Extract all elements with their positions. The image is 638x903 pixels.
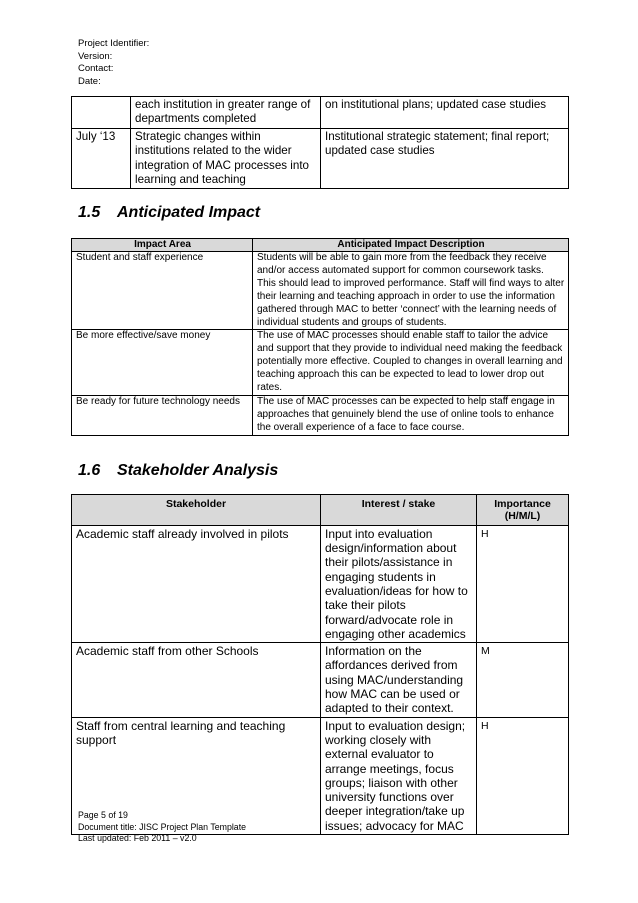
impact-description-header: Anticipated Impact Description (253, 239, 569, 252)
table-row (72, 252, 569, 330)
table-row (72, 330, 569, 396)
table-row (72, 525, 569, 642)
section-title: Anticipated Impact (117, 204, 261, 221)
table-row (72, 643, 569, 717)
stakeholder-header: Stakeholder (72, 495, 321, 526)
impact-description-cell: Students will be able to gain more from the feedback they receive and/or access automated support for common coursework tasks. This should lead to improved performance. Staff will find ways to alter their learning and teaching approach in order to use the information gathered through MAC to better ‘connect’ with the learning needs of individual students and groups of students. (253, 252, 569, 330)
timeline-activity-cell: each institution in greater range of departments completed (131, 97, 321, 129)
table-row (72, 128, 569, 189)
contact-label: Contact: (78, 63, 114, 75)
page-header (78, 38, 149, 88)
interest-cell: Input into evaluation design/information about their pilots/assistance in engaging students in evaluation/ideas for how to take their pilots forward/advocate role in engaging other academics (321, 525, 477, 642)
importance-cell: H (477, 525, 569, 642)
stakeholder-table (71, 494, 569, 835)
table-row (72, 395, 569, 435)
section-title: Stakeholder Analysis (117, 462, 279, 479)
date-label: Date: (78, 75, 101, 87)
table-row (72, 97, 569, 129)
interest-header: Interest / stake (321, 495, 477, 526)
timeline-date-cell: July ‘13 (72, 128, 131, 189)
timeline-date-cell (72, 97, 131, 129)
importance-cell: H (477, 717, 569, 834)
section-heading-impact (78, 204, 260, 222)
document-title: Document title: JISC Project Plan Template (78, 821, 247, 832)
timeline-table (71, 96, 569, 189)
impact-area-cell: Be ready for future technology needs (72, 395, 253, 435)
timeline-activity-cell: Strategic changes within institutions related to the wider integration of MAC processes into learning and teaching (131, 128, 321, 189)
impact-description-cell: The use of MAC processes should enable staff to tailor the advice and support that they provide to individual need making the feedback potentially more effective. Coupled to changes in overall learning and teaching approach this can be expected to lead to lower drop out rates. (253, 330, 569, 396)
table-header-row (72, 495, 569, 526)
stakeholder-cell: Staff from central learning and teaching support (72, 717, 321, 834)
section-heading-stakeholder (78, 462, 278, 480)
stakeholder-cell: Academic staff already involved in pilots (72, 525, 321, 642)
page-number: Page 5 of 19 (78, 810, 128, 820)
importance-cell: M (477, 643, 569, 717)
impact-table (71, 238, 569, 436)
timeline-outputs-cell: Institutional strategic statement; final report; updated case studies (321, 128, 569, 189)
impact-area-cell: Student and staff experience (72, 252, 253, 330)
project-identifier-label: Project Identifier: (78, 38, 150, 49)
impact-area-header: Impact Area (72, 239, 253, 252)
table-header-row (72, 239, 569, 252)
interest-cell: Information on the affordances derived from using MAC/understanding how MAC can be used or adapted to their context. (321, 643, 477, 717)
version-label: Version: (78, 50, 113, 62)
interest-cell: Input to evaluation design; working closely with external evaluator to arrange meetings, focus groups; liaison with other university functions over deeper integration/take up issues; advocacy for MAC (321, 717, 477, 834)
timeline-outputs-cell: on institutional plans; updated case studies (321, 97, 569, 129)
section-number: 1.6 (78, 462, 101, 479)
impact-area-cell: Be more effective/save money (72, 330, 253, 396)
section-number: 1.5 (78, 204, 101, 221)
stakeholder-cell: Academic staff from other Schools (72, 643, 321, 717)
last-updated: Last updated: Feb 2011 – v2.0 (78, 833, 197, 843)
importance-header: Importance (H/M/L) (477, 495, 569, 526)
impact-description-cell: The use of MAC processes can be expected to help staff engage in approaches that genuinely blend the use of online tools to enhance the overall experience of a face to face course. (253, 395, 569, 435)
page-footer (78, 810, 246, 845)
